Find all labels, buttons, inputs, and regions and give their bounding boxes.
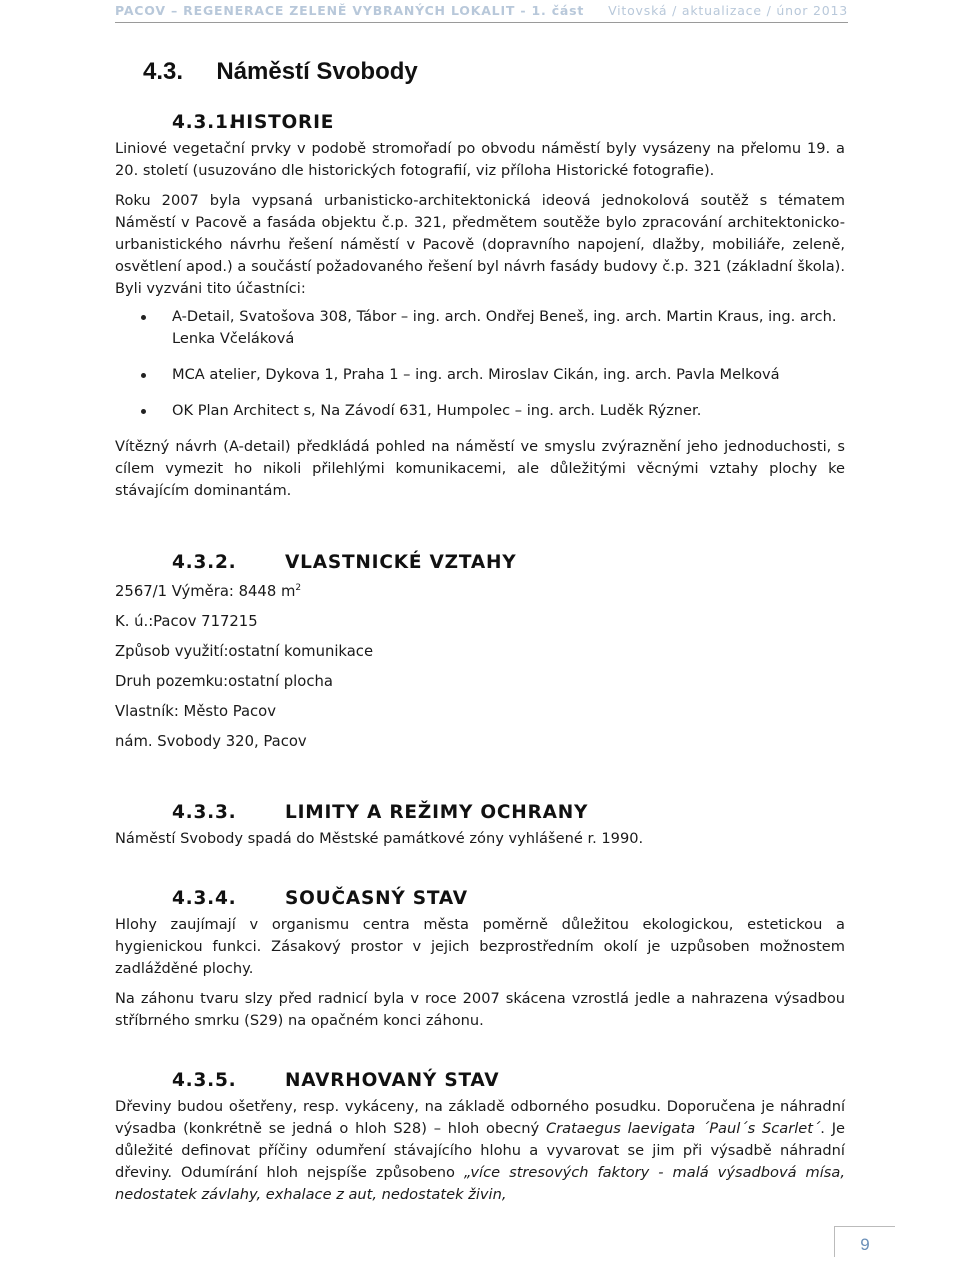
document-body — [115, 58, 845, 1206]
list-item: MCA atelier, Dykova 1, Praha 1 – ing. arch. Miroslav Cikán, ing. arch. Pavla Melková — [172, 364, 845, 386]
parcel-area: 2567/1 Výměra: 8448 $m^2$ — [115, 582, 302, 600]
cadastral-area: K. ú.:Pacov 717215 — [115, 612, 258, 630]
list-item: A-Detail, Svatošova 308, Tábor – ing. arch. Ondřej Beneš, ing. arch. Martin Kraus, ing. arch. Lenka Včeláková — [172, 306, 845, 350]
history-paragraph-2: Roku 2007 byla vypsaná urbanisticko-architektonická ideová jednokolová soutěž s tématem Náměstí v Pacově a fasáda objektu č.p. 321, předmětem soutěže bylo zpracování architektonicko-urbanistického návrhu řešení náměstí v Pacově (dopravního napojení, dlažby, mobiliáře, zeleně, osvětlení apod.) a součástí požadovaného řešení byl návrh fasády budovy č.p. 321 (základní škola). Byli vyzváni tito účastníci: — [115, 192, 845, 297]
limits-number: 4.3.3. — [172, 801, 237, 823]
proposed-heading — [115, 1070, 845, 1096]
land-use: Způsob využití:ostatní komunikace — [115, 642, 374, 660]
limits-heading — [115, 802, 845, 828]
header-divider — [115, 22, 848, 23]
header-info: Vitovská / aktualizace / únor 2013 — [608, 3, 848, 18]
owner-address: nám. Svobody 320, Pacov — [115, 732, 307, 750]
owner: Vlastník: Město Pacov — [115, 702, 276, 720]
history-paragraph-3: Vítězný návrh (A-detail) předkládá pohled na náměstí ve smyslu zvýraznění jeho jednoduchosti, s cílem vymezit ho nikoli přilehlými komunikacemi, ale důležitými věcnými vztahy plochy ke stávajícím dominantám. — [115, 438, 845, 499]
current-paragraph-2: Na záhonu tvaru slzy před radnicí byla v roce 2007 skácena vzrostlá jedle a nahrazena výsadbou stříbrného smrku (S29) na opačném konci záhonu. — [115, 989, 845, 1029]
page-header — [115, 3, 848, 18]
history-title: HISTORIE — [230, 112, 335, 133]
history-paragraph-1: Liniové vegetační prvky v podobě stromořadí po obvodu náměstí byly vysázeny na přelomu 19. a 20. století (usuzováno dle historických fotografií, viz příloha Historické fotografie). — [115, 140, 845, 179]
current-title: SOUČASNÝ STAV — [285, 887, 468, 909]
current-heading — [115, 888, 845, 914]
proposed-number: 4.3.5. — [172, 1069, 237, 1091]
page-number: 9 — [834, 1226, 895, 1257]
current-number: 4.3.4. — [172, 887, 237, 909]
proposed-paragraph: Dřeviny budou ošetřeny, resp. vykáceny, na základě odborného posudku. Doporučena je náhradní výsadba (konkrétně se jedná o hloh S28) – hloh obecný Crataegus laevigata ´Paul´s Scarlet´. Je důležité definovat příčiny odumření stávajícího hlohu a vyvarovat se jim při výsadbě náhradní dřeviny. Odumírání hloh nejspíše způsobeno „více stresových faktory - malá výsadbová mísa, nedostatek závlahy, exhalace z aut, nedostatek živin, — [115, 1097, 845, 1203]
ownership-title: VLASTNICKÉ VZTAHY — [285, 552, 517, 573]
history-number: 4.3.1. — [172, 112, 237, 133]
list-item: OK Plan Architect s, Na Závodí 631, Humpolec – ing. arch. Luděk Rýzner. — [172, 400, 845, 422]
current-paragraph-1: Hlohy zaujímají v organismu centra města poměrně důležitou ekologickou, estetickou a hygienickou funkci. Zásakový prostor v jejich bezprostředním okolí je uzpůsoben možnostem zadlážděné plochy. — [115, 915, 845, 977]
participants-list — [115, 306, 845, 422]
limits-title: LIMITY A REŽIMY OCHRANY — [285, 801, 589, 823]
section-number: 4.3. — [143, 58, 184, 85]
proposed-title: NAVRHOVANÝ STAV — [285, 1069, 500, 1091]
header-title: PACOV – REGENERACE ZELENĚ VYBRANÝCH LOKALIT - 1. část — [115, 3, 585, 18]
history-heading — [115, 112, 845, 138]
section-heading — [143, 58, 845, 86]
land-type: Druh pozemku:ostatní plocha — [115, 672, 333, 690]
ownership-number: 4.3.2. — [172, 552, 237, 573]
section-title: Náměstí Svobody — [216, 58, 418, 85]
limits-text: Náměstí Svobody spadá do Městské památkové zóny vyhlášené r. 1990. — [115, 829, 644, 847]
ownership-heading — [115, 552, 845, 578]
